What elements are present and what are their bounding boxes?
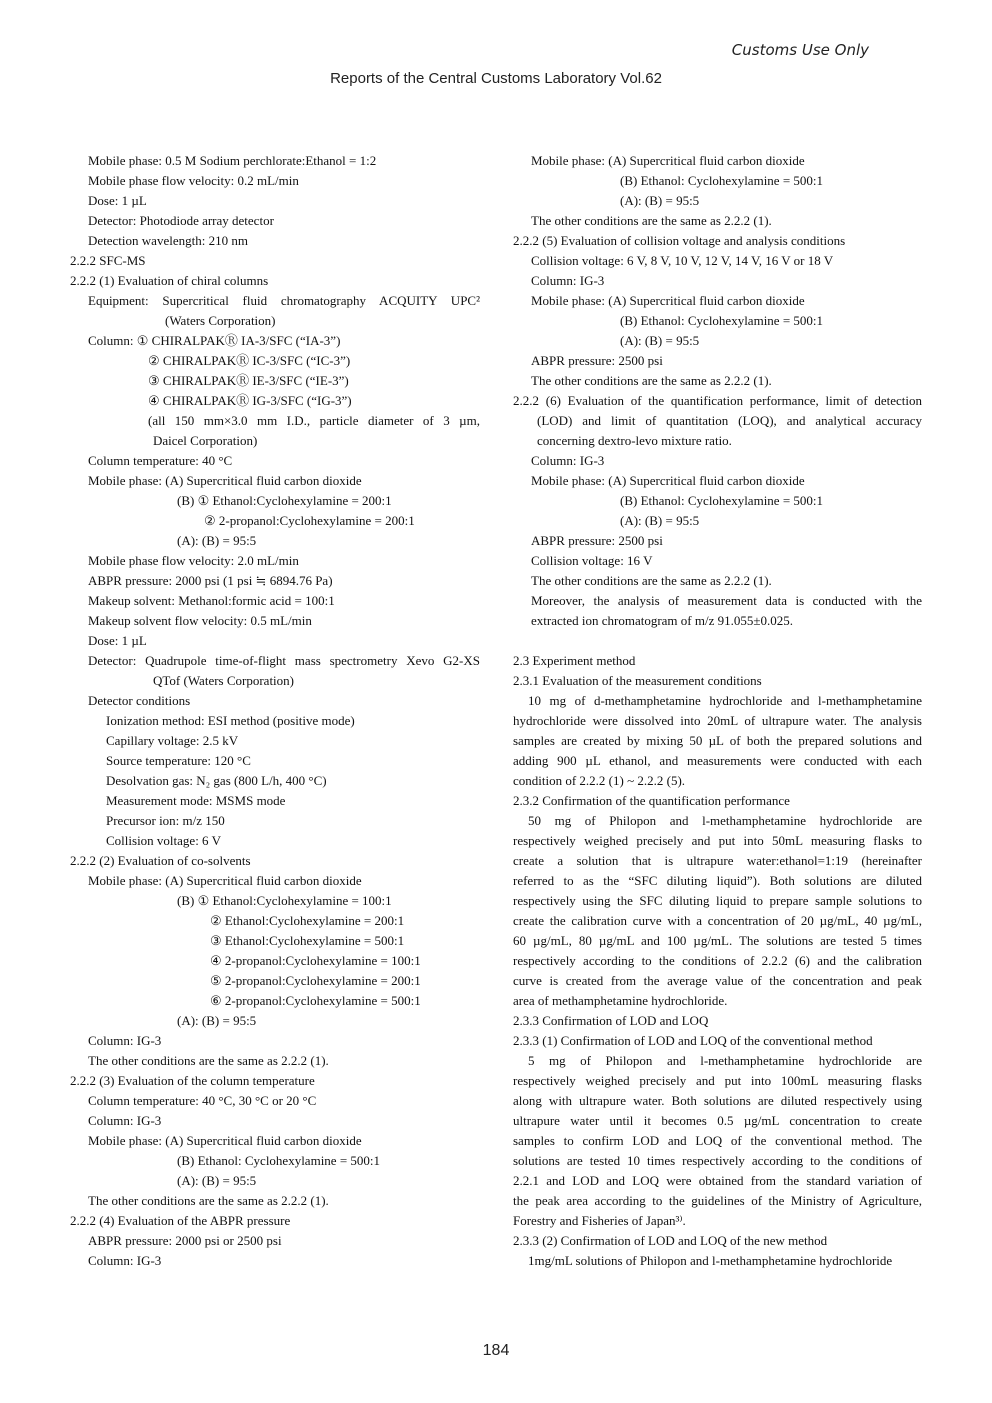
page-number: 184 bbox=[482, 1342, 510, 1359]
text-line: extracted ion chromatogram of m/z 91.055±0.025. bbox=[531, 613, 794, 628]
text-line: ABPR pressure: 2000 psi (1 psi ≒ 6894.76 Pa) bbox=[88, 573, 333, 588]
running-head: Reports of the Central Customs Laboratory Vol.62 bbox=[330, 70, 662, 87]
customs-use-stamp: Customs Use Only bbox=[731, 41, 869, 59]
text-line: 2.2.1 and LOD and LOQ were obtained from the standard variation of bbox=[513, 1173, 922, 1188]
text-line: area of methamphetamine hydrochloride. bbox=[513, 993, 728, 1008]
text-line: respectively weighed precisely and put into 100mL measuring flasks bbox=[513, 1073, 922, 1088]
section-heading: 2.3.2 Confirmation of the quantification performance bbox=[513, 793, 790, 808]
section-heading: 2.3.3 Confirmation of LOD and LOQ bbox=[513, 1013, 709, 1028]
text-line: Column: IG-3 bbox=[88, 1113, 162, 1128]
text-line: condition of 2.2.2 (1) ~ 2.2.2 (5). bbox=[513, 773, 686, 788]
text-line: (A): (B) = 95:5 bbox=[620, 333, 700, 348]
section-heading: 2.2.2 (5) Evaluation of collision voltage and analysis conditions bbox=[513, 233, 846, 248]
section-heading: 2.2.2 SFC-MS bbox=[70, 253, 146, 268]
text-line: hydrochloride were dissolved into 20mL of ultrapure water. The analysis bbox=[513, 713, 922, 728]
text-line: Column: IG-3 bbox=[531, 453, 605, 468]
text-line: ABPR pressure: 2500 psi bbox=[531, 533, 663, 548]
section-heading: 2.2.2 (2) Evaluation of co-solvents bbox=[70, 853, 251, 868]
text-line: Dose: 1 µL bbox=[88, 193, 147, 208]
text-line: (A): (B) = 95:5 bbox=[620, 193, 700, 208]
text-line: Column: IG-3 bbox=[531, 273, 605, 288]
text-line: ultrapure water until it becomes 0.5 µg/mL concentration to create bbox=[513, 1113, 922, 1128]
text-line: ③ CHIRALPAKⓇ IE-3/SFC (“IE-3”) bbox=[148, 373, 349, 388]
text-line: ⑤ 2-propanol:Cyclohexylamine = 200:1 bbox=[210, 973, 421, 988]
text-line: Mobile phase: (A) Supercritical fluid carbon dioxide bbox=[88, 1133, 362, 1148]
text-line: The other conditions are the same as 2.2.2 (1). bbox=[88, 1053, 329, 1068]
text-line: respectively weighed precisely and put into 50mL measuring flasks to bbox=[513, 833, 922, 848]
text-line: Column temperature: 40 °C bbox=[88, 453, 233, 468]
text-line: ABPR pressure: 2500 psi bbox=[531, 353, 663, 368]
section-heading: 2.2.2 (6) Evaluation of the quantification performance, limit of detection bbox=[513, 393, 922, 408]
text-line: Dose: 1 µL bbox=[88, 633, 147, 648]
text-line: ② CHIRALPAKⓇ IC-3/SFC (“IC-3”) bbox=[148, 353, 351, 368]
text-line: The other conditions are the same as 2.2.2 (1). bbox=[531, 373, 772, 388]
text-line: Detection wavelength: 210 nm bbox=[88, 233, 248, 248]
text-line: Makeup solvent flow velocity: 0.5 mL/min bbox=[88, 613, 312, 628]
text-line: 60 µg/mL, 80 µg/mL and 100 µg/mL. The solutions are tested 5 times bbox=[513, 933, 922, 948]
right-column bbox=[513, 151, 922, 1271]
text-line: the peak area according to the guidelines of the Ministry of Agriculture, bbox=[513, 1193, 922, 1208]
text-line: Measurement mode: MSMS mode bbox=[106, 793, 286, 808]
text-line: (B) ① Ethanol:Cyclohexylamine = 100:1 bbox=[177, 893, 392, 908]
text-line: Column: IG-3 bbox=[88, 1033, 162, 1048]
section-heading: 2.3.1 Evaluation of the measurement conditions bbox=[513, 673, 762, 688]
text-line: ④ 2-propanol:Cyclohexylamine = 100:1 bbox=[210, 953, 421, 968]
text-line: Mobile phase: (A) Supercritical fluid carbon dioxide bbox=[88, 473, 362, 488]
text-line: Collision voltage: 6 V bbox=[106, 833, 221, 848]
text-line: Mobile phase: (A) Supercritical fluid carbon dioxide bbox=[531, 473, 805, 488]
text-line: ABPR pressure: 2000 psi or 2500 psi bbox=[88, 1233, 282, 1248]
text-line: ② Ethanol:Cyclohexylamine = 200:1 bbox=[210, 913, 405, 928]
section-heading: 2.3.3 (2) Confirmation of LOD and LOQ of the new method bbox=[513, 1233, 828, 1248]
text-line: (A): (B) = 95:5 bbox=[177, 533, 257, 548]
text-line: Detector conditions bbox=[88, 693, 191, 708]
left-column bbox=[70, 151, 480, 1271]
text-line: (B) Ethanol: Cyclohexylamine = 500:1 bbox=[620, 313, 824, 328]
section-heading: concerning dextro-levo mixture ratio. bbox=[537, 433, 732, 448]
text-line: Precursor ion: m/z 150 bbox=[106, 813, 225, 828]
text-line: Detector: Photodiode array detector bbox=[88, 213, 274, 228]
text-line: QTof (Waters Corporation) bbox=[153, 673, 295, 688]
blank-line bbox=[513, 631, 922, 651]
text-line: (all 150 mm×3.0 mm I.D., particle diameter of 3 µm, bbox=[148, 413, 480, 428]
text-line: Mobile phase: (A) Supercritical fluid carbon dioxide bbox=[531, 293, 805, 308]
text-line: create the calibration curve with a concentration of 20 µg/mL, 40 µg/mL, bbox=[513, 913, 922, 928]
text-line: The other conditions are the same as 2.2.2 (1). bbox=[88, 1193, 329, 1208]
text-line: Mobile phase: (A) Supercritical fluid carbon dioxide bbox=[88, 873, 362, 888]
text-line: The other conditions are the same as 2.2.2 (1). bbox=[531, 573, 772, 588]
text-line: Collision voltage: 16 V bbox=[531, 553, 653, 568]
text-line: Ionization method: ESI method (positive mode) bbox=[106, 713, 355, 728]
text-line: Desolvation gas: N₂ gas (800 L/h, 400 °C) bbox=[106, 773, 327, 788]
text-line: 1mg/mL solutions of Philopon and l-methamphetamine hydrochloride bbox=[528, 1253, 893, 1268]
text-line: respectively using the SFC diluting liquid to prepare sample solutions to bbox=[513, 893, 922, 908]
text-line: (A): (B) = 95:5 bbox=[177, 1013, 257, 1028]
text-line: referred to as the “SFC diluting liquid”). Both solutions are diluted bbox=[513, 873, 922, 888]
text-line: 50 mg of Philopon and l-methamphetamine hydrochloride are bbox=[528, 813, 922, 828]
text-line: ② 2-propanol:Cyclohexylamine = 200:1 bbox=[204, 513, 415, 528]
section-heading: (LOD) and limit of quantitation (LOQ), and analytical accuracy bbox=[537, 413, 922, 428]
text-line: The other conditions are the same as 2.2.2 (1). bbox=[531, 213, 772, 228]
text-line: ④ CHIRALPAKⓇ IG-3/SFC (“IG-3”) bbox=[148, 393, 352, 408]
text-line: ③ Ethanol:Cyclohexylamine = 500:1 bbox=[210, 933, 405, 948]
text-line: Capillary voltage: 2.5 kV bbox=[106, 733, 239, 748]
text-line: Column: IG-3 bbox=[88, 1253, 162, 1268]
text-line: respectively according to the conditions of 2.2.2 (6) and the calibration bbox=[513, 953, 922, 968]
text-line: (B) ① Ethanol:Cyclohexylamine = 200:1 bbox=[177, 493, 392, 508]
text-line: samples to confirm LOD and LOQ of the conventional method. The bbox=[513, 1133, 922, 1148]
text-line: Moreover, the analysis of measurement data is conducted with the bbox=[531, 593, 922, 608]
text-line: 5 mg of Philopon and l-methamphetamine hydrochloride are bbox=[528, 1053, 922, 1068]
text-line: Forestry and Fisheries of Japan³⁾. bbox=[513, 1213, 686, 1228]
text-line: Mobile phase: (A) Supercritical fluid carbon dioxide bbox=[531, 153, 805, 168]
section-heading: 2.3 Experiment method bbox=[513, 653, 636, 668]
text-line: Source temperature: 120 °C bbox=[106, 753, 251, 768]
text-line: (B) Ethanol: Cyclohexylamine = 500:1 bbox=[620, 493, 824, 508]
text-line: Collision voltage: 6 V, 8 V, 10 V, 12 V, 14 V, 16 V or 18 V bbox=[531, 253, 834, 268]
text-line: Column: ① CHIRALPAKⓇ IA-3/SFC (“IA-3”) bbox=[88, 333, 341, 348]
text-line: Mobile phase: 0.5 M Sodium perchlorate:Ethanol = 1:2 bbox=[88, 153, 377, 168]
text-line: Column temperature: 40 °C, 30 °C or 20 °C bbox=[88, 1093, 317, 1108]
text-line: Makeup solvent: Methanol:formic acid = 100:1 bbox=[88, 593, 335, 608]
text-line: Detector: Quadrupole time-of-flight mass spectrometry Xevo G2-XS bbox=[88, 653, 480, 668]
text-line: (B) Ethanol: Cyclohexylamine = 500:1 bbox=[177, 1153, 381, 1168]
text-line: curve is created from the average value of the concentration and peak bbox=[513, 973, 922, 988]
section-heading: 2.2.2 (4) Evaluation of the ABPR pressure bbox=[70, 1213, 291, 1228]
text-line: samples are created by mixing 50 µL of both the prepared solutions and bbox=[513, 733, 922, 748]
text-line: Daicel Corporation) bbox=[153, 433, 258, 448]
text-line: 10 mg of d-methamphetamine hydrochloride and l-methamphetamine bbox=[528, 693, 922, 708]
section-heading: 2.2.2 (3) Evaluation of the column temperature bbox=[70, 1073, 315, 1088]
text-line: (Waters Corporation) bbox=[165, 313, 276, 328]
text-line: solutions are tested 10 times respectively according to the conditions of bbox=[513, 1153, 922, 1168]
text-line: create a solution that is ultrapure water:ethanol=1:19 (hereinafter bbox=[513, 853, 922, 868]
text-line: Mobile phase flow velocity: 2.0 mL/min bbox=[88, 553, 299, 568]
text-line: Mobile phase flow velocity: 0.2 mL/min bbox=[88, 173, 299, 188]
section-heading: 2.3.3 (1) Confirmation of LOD and LOQ of the conventional method bbox=[513, 1033, 873, 1048]
text-line: ⑥ 2-propanol:Cyclohexylamine = 500:1 bbox=[210, 993, 421, 1008]
section-heading: 2.2.2 (1) Evaluation of chiral columns bbox=[70, 273, 269, 288]
text-line: along with ultrapure water. Both solutions are diluted respectively using bbox=[513, 1093, 922, 1108]
text-line: (A): (B) = 95:5 bbox=[177, 1173, 257, 1188]
text-line: adding 900 µL ethanol, and measurements were conducted with each bbox=[513, 753, 922, 768]
text-line: (A): (B) = 95:5 bbox=[620, 513, 700, 528]
text-line: Equipment: Supercritical fluid chromatography ACQUITY UPC² bbox=[88, 293, 480, 308]
text-line: (B) Ethanol: Cyclohexylamine = 500:1 bbox=[620, 173, 824, 188]
